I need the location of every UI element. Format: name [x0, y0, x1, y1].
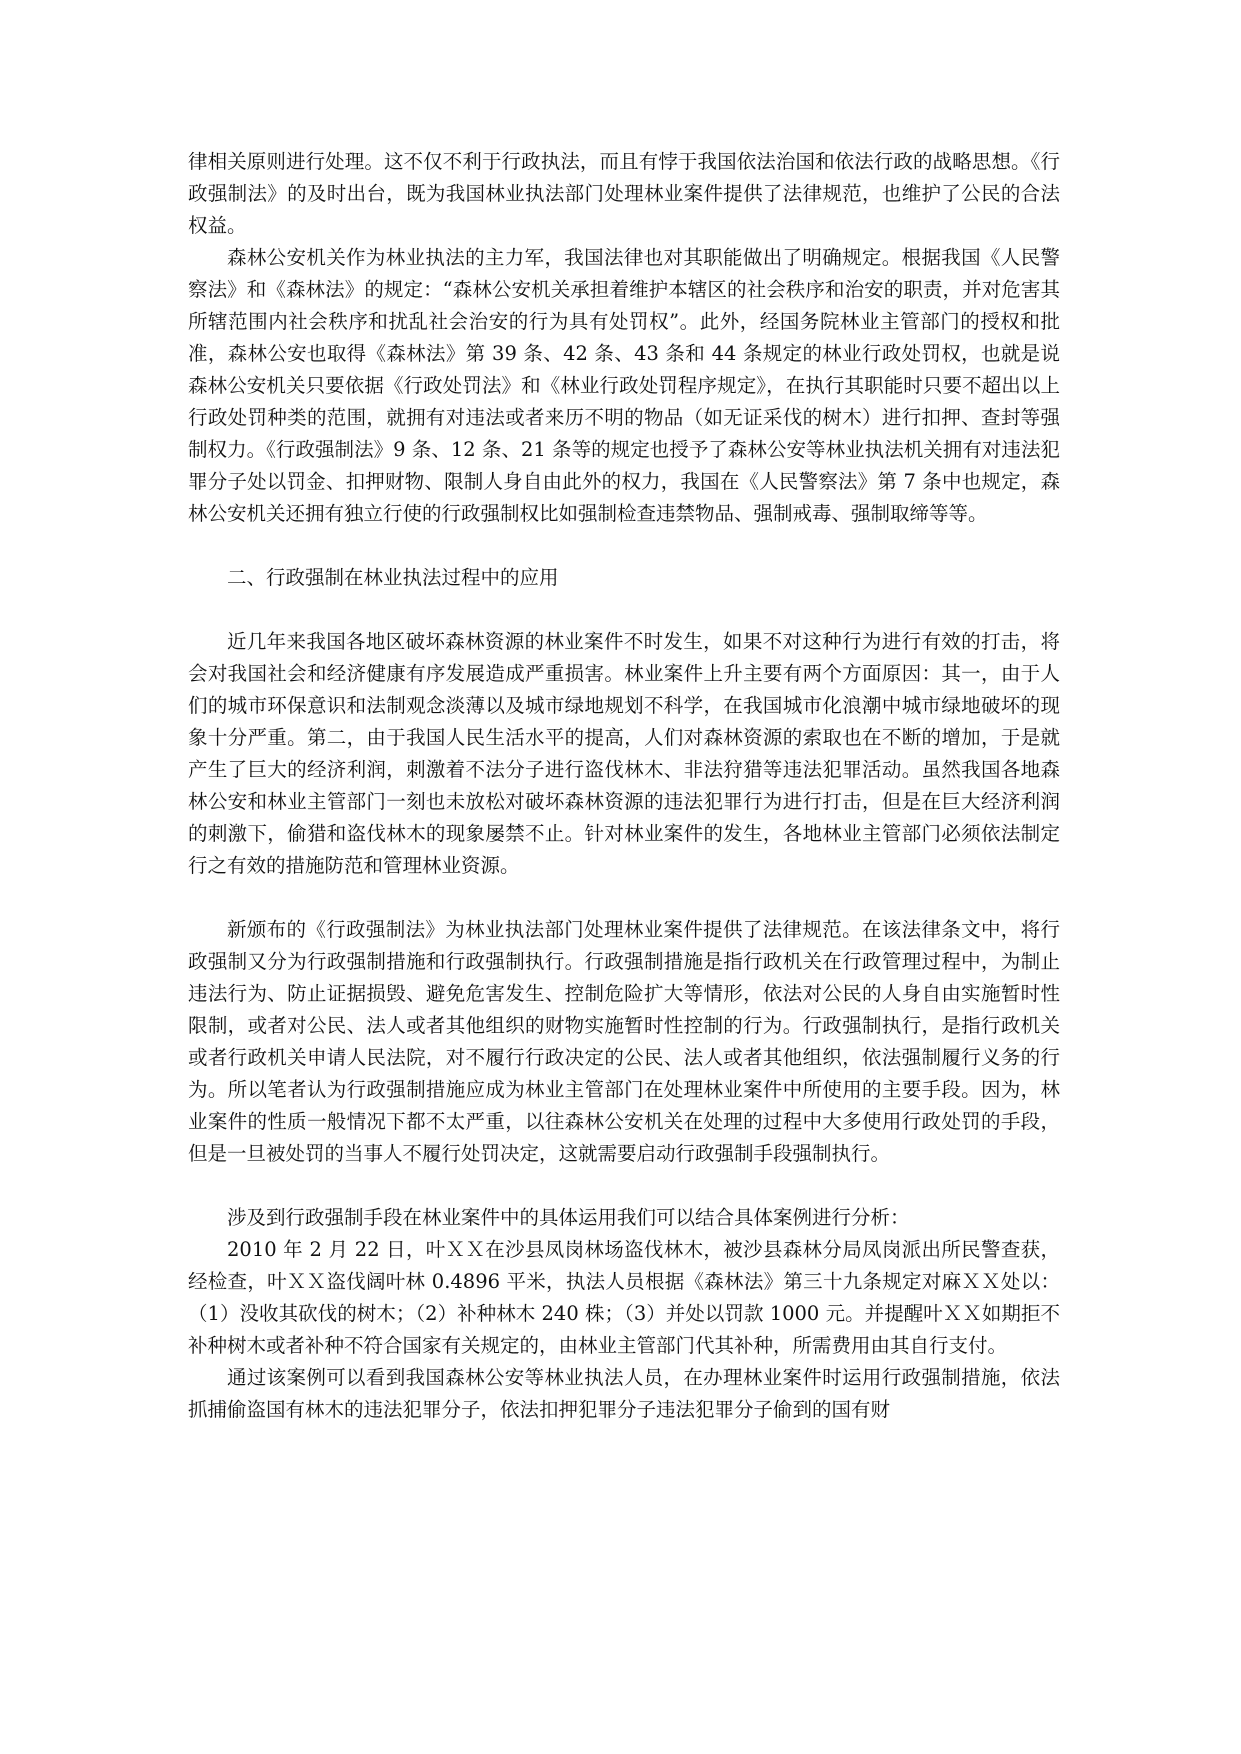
section-heading: 二、行政强制在林业执法过程中的应用 — [227, 566, 559, 589]
paragraph-5: 涉及到行政强制手段在林业案件中的具体运用我们可以结合具体案例进行分析： — [227, 1206, 910, 1229]
spacer — [188, 530, 1060, 562]
spacer — [188, 594, 1060, 626]
paragraph-3: 近几年来我国各地区破坏森林资源的林业案件不时发生，如果不对这种行为进行有效的打击，将会对我国社会和经济健康有序发展造成严重损害。林业案件上升主要有两个方面原因：其一，由于人们的城市环保意识和法制观念淡薄以及城市绿地规划不科学，在我国城市化浪潮中城市绿地破坏的现象十分严重。第二，由于我国人民生活水平的提高，人们对森林资源的索取也在不断的增加，于是就产生了巨大的经济利润，刺激着不法分子进行盗伐林木、非法狩猎等违法犯罪活动。虽然我国各地森林公安和林业主管部门一刻也未放松对破坏森林资源的违法犯罪行为进行打击，但是在巨大经济利润的刺激下，偷猎和盗伐林木的现象屡禁不止。针对林业案件的发生，各地林业主管部门必须依法制定行之有效的措施防范和管理林业资源。 — [188, 630, 1060, 877]
paragraph-6: 2010 年 2 月 22 日，叶ＸＸ在沙县凤岗林场盗伐林木，被沙县森林分局凤岗派出所民警查获，经检查，叶ＸＸ盗伐阔叶林 0.4896 平米，执法人员根据《森林法》第三十九条规定对麻ＸＸ处以：（1）没收其砍伐的树木；（2）补种林木 240 株；（3）并处以罚款 1000 元。并提醒叶ＸＸ如期拒不补种树木或者补种不符合国家有关规定的，由林业主管部门代其补种，所需费用由其自行支付。 — [188, 1238, 1060, 1357]
paragraph-1: 律相关原则进行处理。这不仅不利于行政执法，而且有悖于我国依法治国和依法行政的战略思想。《行政强制法》的及时出台，既为我国林业执法部门处理林业案件提供了法律规范，也维护了公民的合法权益。 — [188, 150, 1060, 237]
document-page — [188, 146, 1060, 1426]
paragraph-7: 通过该案例可以看到我国森林公安等林业执法人员，在办理林业案件时运用行政强制措施，依法抓捕偷盗国有林木的违法犯罪分子，依法扣押犯罪分子违法犯罪分子偷到的国有财 — [188, 1366, 1060, 1421]
paragraph-4: 新颁布的《行政强制法》为林业执法部门处理林业案件提供了法律规范。在该法律条文中，将行政强制又分为行政强制措施和行政强制执行。行政强制措施是指行政机关在行政管理过程中，为制止违法行为、防止证据损毁、避免危害发生、控制危险扩大等情形，依法对公民的人身自由实施暂时性限制，或者对公民、法人或者其他组织的财物实施暂时性控制的行为。行政强制执行，是指行政机关或者行政机关申请人民法院，对不履行行政决定的公民、法人或者其他组织，依法强制履行义务的行为。所以笔者认为行政强制措施应成为林业主管部门在处理林业案件中所使用的主要手段。因为，林业案件的性质一般情况下都不太严重，以往森林公安机关在处理的过程中大多使用行政处罚的手段，但是一旦被处罚的当事人不履行处罚决定，这就需要启动行政强制手段强制执行。 — [188, 918, 1060, 1165]
spacer — [188, 1170, 1060, 1202]
spacer — [188, 882, 1060, 914]
paragraph-2: 森林公安机关作为林业执法的主力军，我国法律也对其职能做出了明确规定。根据我国《人民警察法》和《森林法》的规定：“森林公安机关承担着维护本辖区的社会秩序和治安的职责，并对危害其所辖范围内社会秩序和扰乱社会治安的行为具有处罚权”。此外，经国务院林业主管部门的授权和批准，森林公安也取得《森林法》第 39 条、42 条、43 条和 44 条规定的林业行政处罚权，也就是说森林公安机关只要依据《行政处罚法》和《林业行政处罚程序规定》，在执行其职能时只要不超出以上行政处罚种类的范围，就拥有对违法或者来历不明的物品（如无证采伐的树木）进行扣押、查封等强制权力。《行政强制法》9 条、12 条、21 条等的规定也授予了森林公安等林业执法机关拥有对违法犯罪分子处以罚金、扣押财物、限制人身自由此外的权力，我国在《人民警察法》第 7 条中也规定，森林公安机关还拥有独立行使的行政强制权比如强制检查违禁物品、强制戒毒、强制取缔等等。 — [188, 246, 1060, 525]
